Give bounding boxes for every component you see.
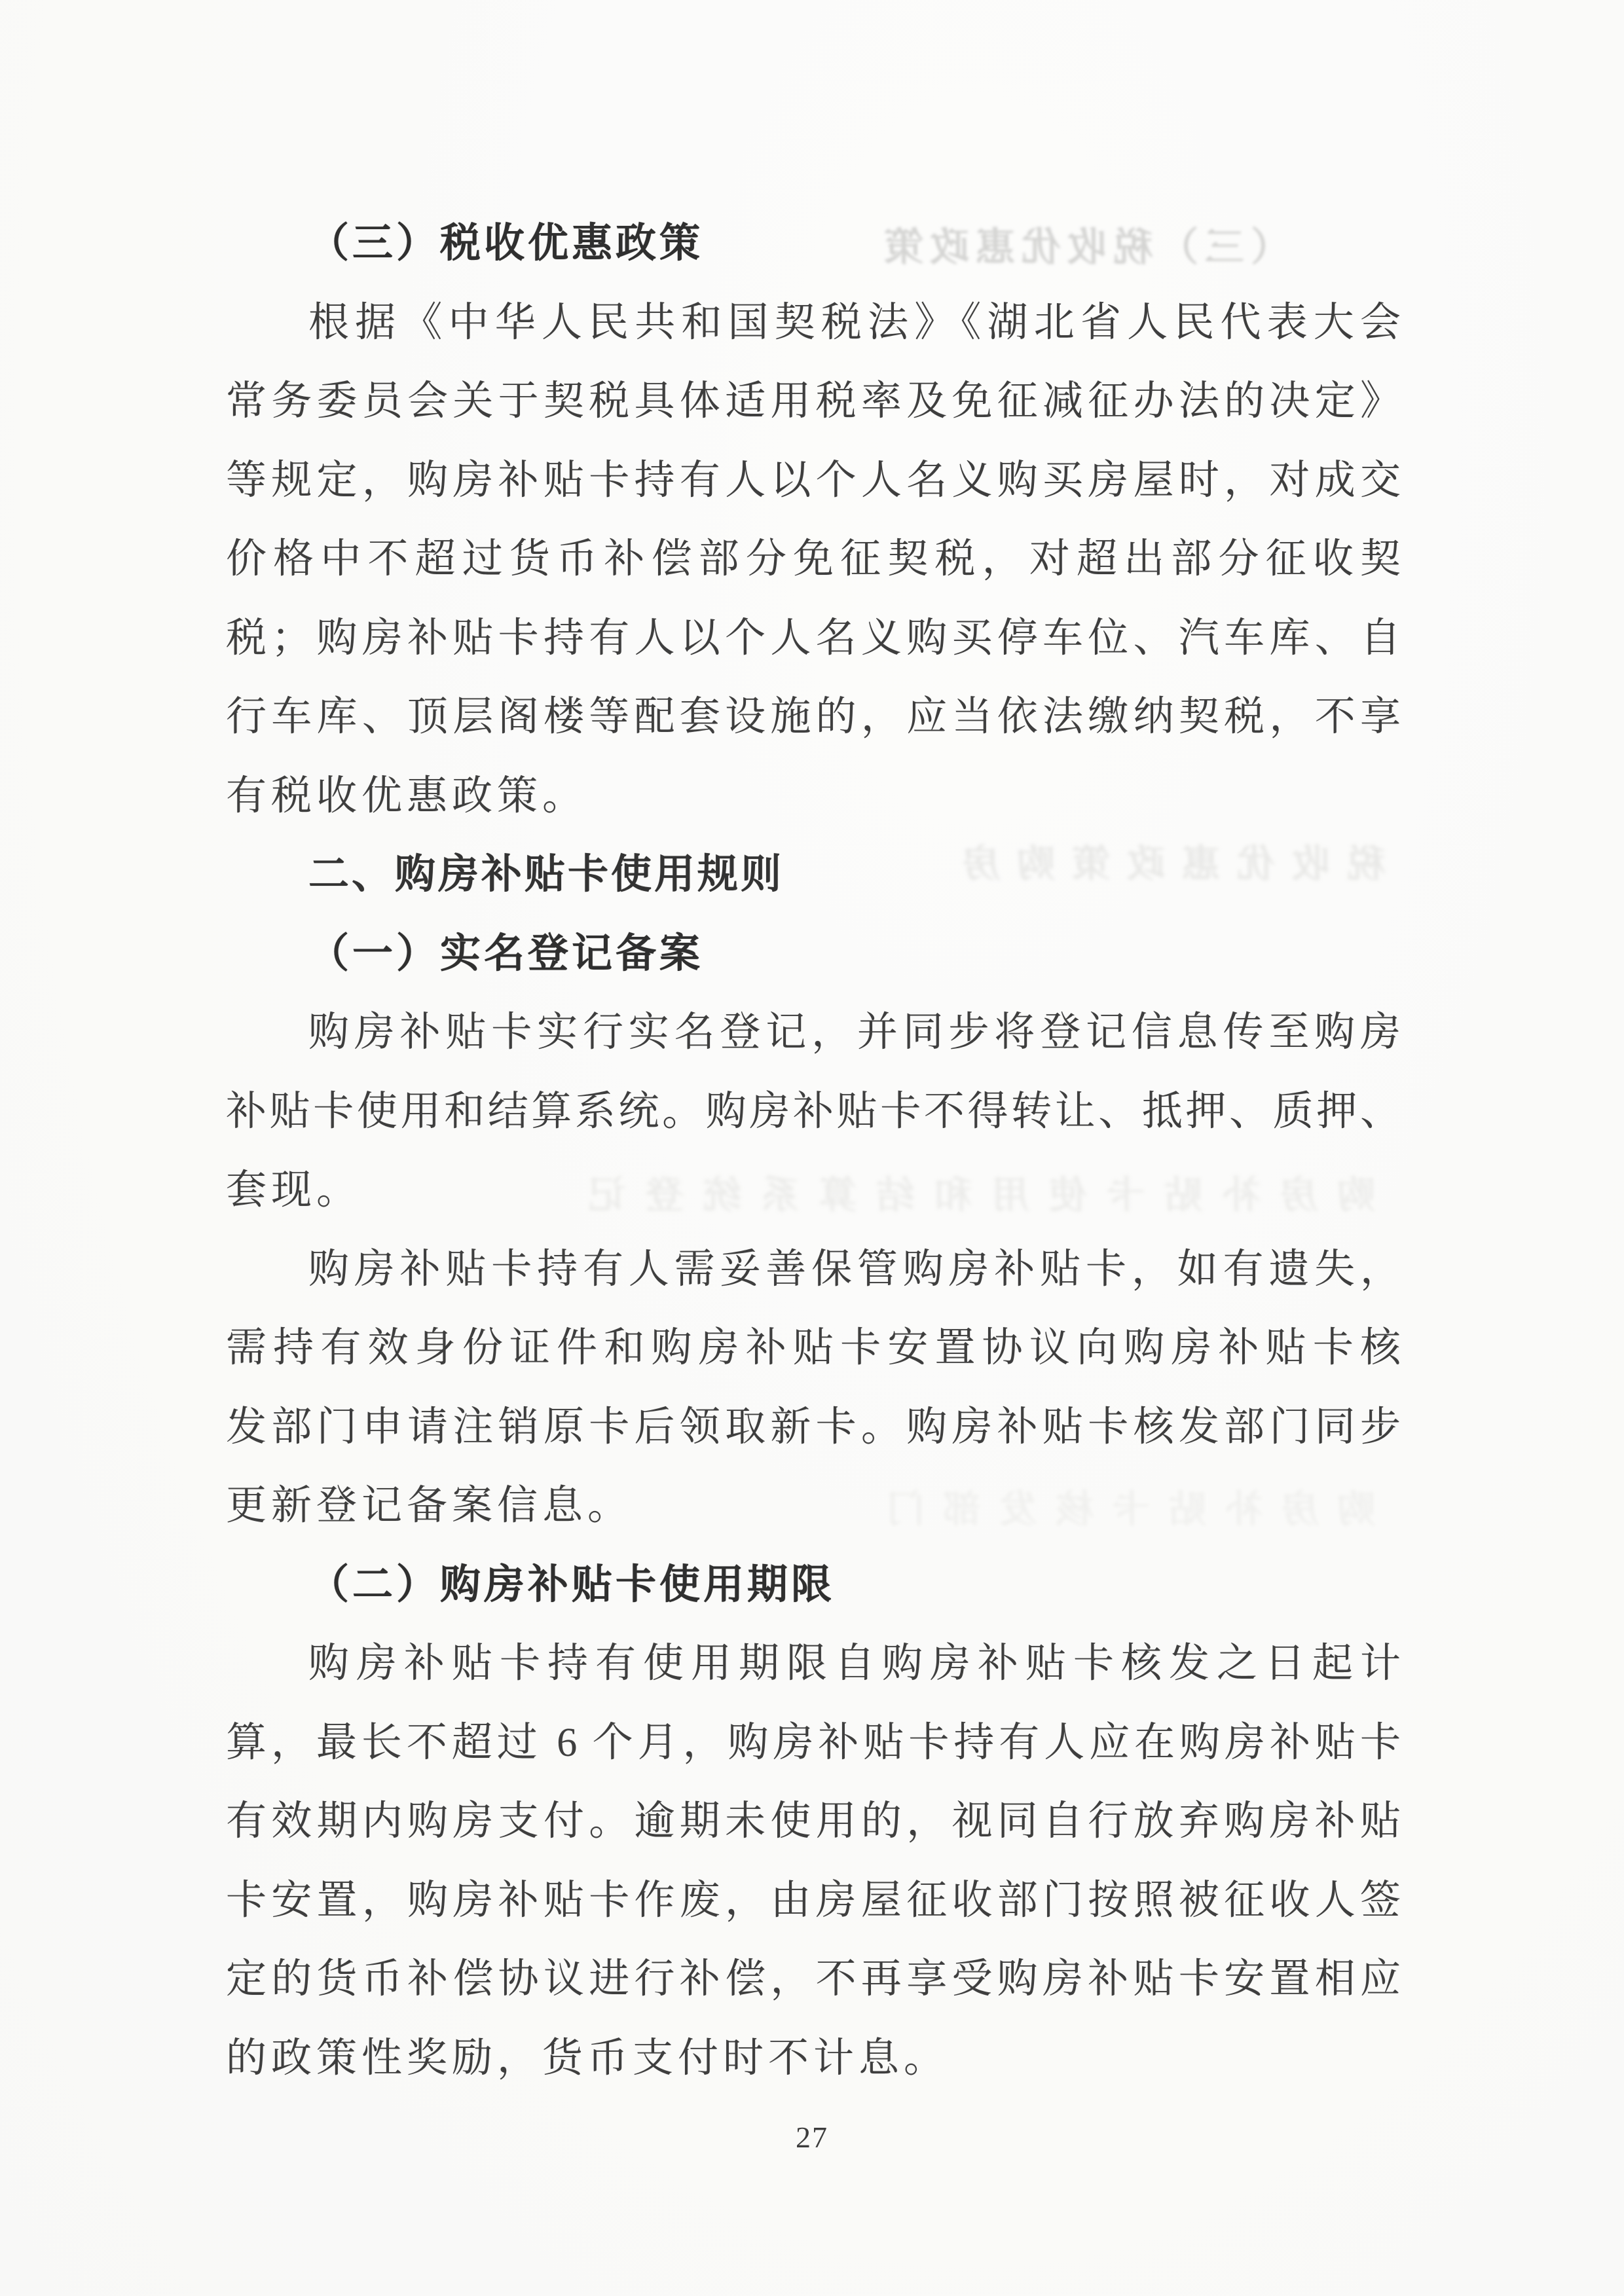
bleedthrough-artifact: （三）税收优惠政策 [877, 226, 1290, 269]
bleedthrough-artifact: 购房补贴卡使用和结算系统登记 [568, 1174, 1375, 1216]
text-line: （一）实名登记备案 [308, 931, 704, 976]
text-line: 常务委员会关于契税具体适用税率及免征减征办法的决定》 [226, 379, 1401, 424]
text-line: 定的货币补偿协议进行补偿，不再享受购房补贴卡安置相应 [226, 1957, 1401, 2001]
text-line: 购房补贴卡实行实名登记，并同步将登记信息传至购房 [308, 1010, 1401, 1055]
text-line: 二、购房补贴卡使用规则 [308, 852, 784, 897]
text-line: 购房补贴卡持有使用期限自购房补贴卡核发之日起计 [308, 1641, 1401, 1686]
text-line: 发部门申请注销原卡后领取新卡。购房补贴卡核发部门同步 [226, 1404, 1401, 1449]
page-number: 27 [796, 2121, 828, 2154]
text-line: 需持有效身份证件和购房补贴卡安置协议向购房补贴卡核 [226, 1326, 1401, 1370]
text-line: 更新登记备案信息。 [226, 1484, 633, 1528]
text-line: （二）购房补贴卡使用期限 [308, 1562, 836, 1607]
bleedthrough-artifact: 购房补贴卡核发部门 [868, 1488, 1375, 1531]
text-line: 补贴卡使用和结算系统。购房补贴卡不得转让、抵押、质押、 [226, 1089, 1401, 1134]
text-line: 行车库、顶层阁楼等配套设施的，应当依法缴纳契税，不享 [226, 695, 1401, 739]
text-line: 税；购房补贴卡持有人以个人名义购买停车位、汽车库、自 [226, 615, 1401, 661]
text-line: 套现。 [226, 1168, 362, 1212]
bleedthrough-artifact: 税收优惠政策购房 [944, 843, 1385, 885]
text-line: 有税收优惠政策。 [226, 773, 588, 818]
text-line: 等规定，购房补贴卡持有人以个人名义购买房屋时，对成交 [226, 458, 1401, 503]
text-line: 有效期内购房支付。逾期未使用的，视同自行放弃购房补贴 [226, 1799, 1401, 1844]
text-line: 购房补贴卡持有人需妥善保管购房补贴卡，如有遗失， [308, 1247, 1401, 1292]
document-text-block [226, 204, 1401, 2098]
text-line: 价格中不超过货币补偿部分免征契税，对超出部分征收契 [226, 537, 1401, 581]
text-line: （三）税收优惠政策 [308, 221, 704, 266]
text-line: 卡安置，购房补贴卡作废，由房屋征收部门按照被征收人签 [226, 1878, 1401, 1923]
text-line: 算，最长不超过 6 个月，购房补贴卡持有人应在购房补贴卡 [226, 1720, 1401, 1765]
text-line: 的政策性奖励，货币支付时不计息。 [226, 2035, 950, 2081]
text-line: 根据《中华人民共和国契税法》《湖北省人民代表大会 [308, 300, 1401, 345]
